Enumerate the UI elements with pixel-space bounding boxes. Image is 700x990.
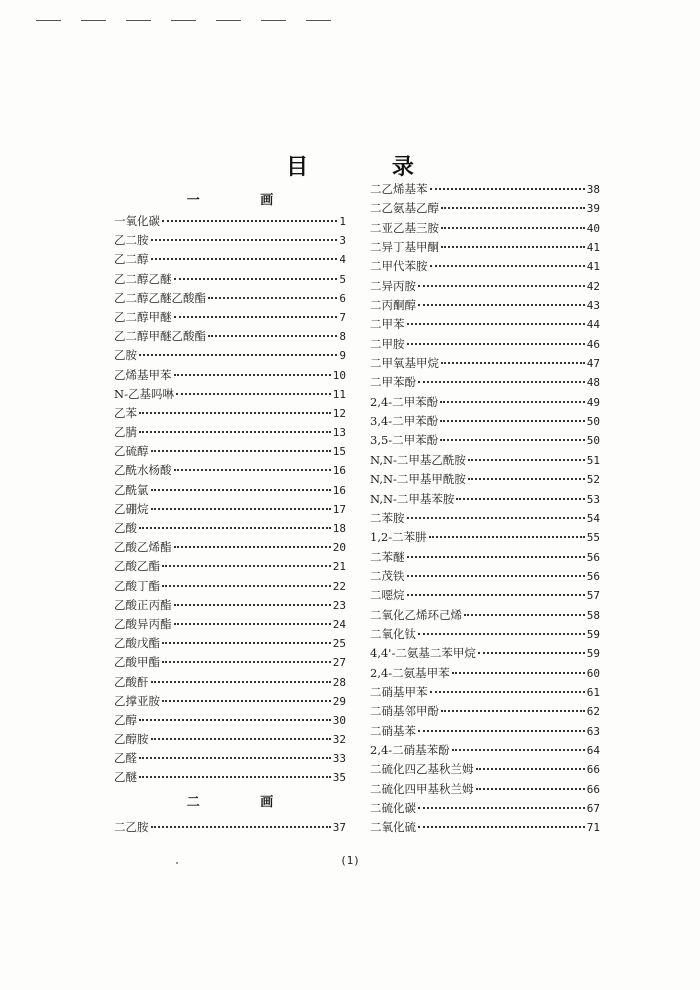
header-dash-rule <box>36 20 331 21</box>
dot-leader <box>174 277 338 280</box>
toc-list-one-stroke <box>114 212 346 788</box>
dot-leader <box>441 245 585 248</box>
toc-entry <box>370 799 600 818</box>
dot-leader <box>418 284 585 287</box>
toc-entry-page: 32 <box>332 733 346 747</box>
toc-entry-name: N,N-二甲基苯胺 <box>370 491 455 506</box>
toc-entry-name: 乙酸酐 <box>114 674 149 689</box>
toc-entry-page: 48 <box>586 376 600 390</box>
toc-entry-page: 50 <box>586 434 600 448</box>
dot-leader <box>139 411 331 414</box>
toc-entry <box>370 490 600 509</box>
toc-entry-name: 2,4-二甲苯酚 <box>370 394 439 409</box>
toc-entry-name: 2,4-二硝基苯酚 <box>370 742 450 757</box>
toc-entry-page: 66 <box>586 763 600 777</box>
dot-leader <box>441 226 585 229</box>
dot-leader <box>476 767 585 770</box>
toc-entry-page: 53 <box>586 492 600 506</box>
toc-entry <box>370 451 600 470</box>
dot-leader <box>464 613 585 616</box>
toc-left-column <box>114 190 346 837</box>
toc-entry-page: 56 <box>586 550 600 564</box>
dot-leader <box>456 497 584 500</box>
toc-entry <box>114 461 346 480</box>
dot-leader <box>418 825 585 828</box>
toc-entry-name: 二硫化碳 <box>370 801 416 815</box>
dot-leader <box>430 187 585 190</box>
dot-leader <box>441 206 585 209</box>
toc-entry-name: 二亚乙基三胺 <box>370 220 439 235</box>
toc-entry-page: 44 <box>586 318 600 332</box>
dot-leader <box>468 477 585 480</box>
dot-leader <box>176 392 331 395</box>
toc-entry-page: 18 <box>332 522 346 535</box>
toc-entry-page: 54 <box>586 511 600 525</box>
dot-leader <box>151 238 338 241</box>
toc-entry-page: 20 <box>332 541 346 555</box>
scan-speck <box>176 862 178 864</box>
toc-entry <box>370 780 600 799</box>
page-number: (1) <box>340 854 360 867</box>
toc-entry <box>114 423 346 442</box>
toc-entry-name: N-乙基吗啉 <box>114 386 174 401</box>
toc-entry-name: 二丙酮醇 <box>370 298 416 313</box>
toc-entry <box>114 711 346 730</box>
toc-entry-name: 二甲苯酚 <box>370 375 416 390</box>
toc-entry-name: 二氧化乙烯环己烯 <box>370 607 462 622</box>
dot-leader <box>174 468 331 471</box>
toc-entry-name: N,N-二甲基乙酰胺 <box>370 452 466 467</box>
toc-entry-page: 46 <box>586 337 600 351</box>
toc-entry <box>370 470 600 489</box>
toc-entry-page: 39 <box>586 202 600 216</box>
dot-leader <box>407 574 585 577</box>
toc-entry-page: 35 <box>332 771 346 785</box>
toc-entry <box>114 730 346 749</box>
toc-entry-page: 23 <box>332 598 346 612</box>
toc-entry-page: 51 <box>586 453 600 467</box>
dot-leader <box>407 593 585 596</box>
toc-entry-name: 二乙氨基乙醇 <box>370 201 439 216</box>
toc-entry-name: 乙硫醇 <box>114 444 149 459</box>
toc-entry-page: 59 <box>586 647 600 661</box>
toc-entry-name: 二噁烷 <box>370 588 405 603</box>
toc-entry <box>370 393 600 412</box>
dot-leader <box>418 729 585 732</box>
dot-leader <box>174 373 331 376</box>
toc-entry-page: 47 <box>586 357 600 371</box>
toc-entry-name: 乙二醇甲醚 <box>114 309 172 324</box>
toc-entry <box>370 818 600 837</box>
toc-entry-name: 二苯醚 <box>370 549 405 564</box>
toc-entry <box>114 538 346 557</box>
dot-leader <box>476 787 585 790</box>
toc-entry-page: 27 <box>332 656 346 670</box>
dot-leader <box>139 526 331 529</box>
toc-entry <box>114 270 346 289</box>
dot-leader <box>151 680 331 683</box>
toc-entry <box>370 180 600 199</box>
dot-leader <box>139 353 337 356</box>
toc-entry <box>114 500 346 519</box>
toc-entry-name: 乙醇胺 <box>114 732 149 747</box>
toc-entry <box>370 199 600 218</box>
toc-entry <box>114 634 346 653</box>
dot-leader <box>440 438 585 441</box>
toc-entry-page: 15 <box>332 445 346 459</box>
toc-entry-name: 乙酸异丙酯 <box>114 616 172 631</box>
dot-leader <box>468 458 585 461</box>
toc-entry <box>114 231 346 250</box>
toc-entry-page: 52 <box>586 473 600 487</box>
toc-entry <box>370 528 600 547</box>
toc-entry <box>114 442 346 461</box>
toc-entry-page: 66 <box>586 782 600 796</box>
toc-entry <box>370 722 600 741</box>
toc-entry <box>370 683 600 702</box>
toc-entry <box>370 315 600 334</box>
toc-entry-page: 3 <box>339 234 346 248</box>
dot-leader <box>162 564 331 567</box>
toc-entry <box>370 412 600 431</box>
dot-leader <box>208 296 337 299</box>
toc-entry-name: 乙醛 <box>114 751 137 766</box>
dot-leader <box>418 632 585 635</box>
toc-entry-page: 8 <box>339 330 346 344</box>
dot-leader <box>452 671 585 674</box>
toc-entry <box>114 596 346 615</box>
toc-entry-page: 42 <box>586 279 600 293</box>
toc-entry-name: 乙撑亚胺 <box>114 693 160 708</box>
toc-entry <box>114 818 346 837</box>
toc-entry-page: 37 <box>332 820 346 834</box>
toc-entry <box>370 702 600 721</box>
toc-entry <box>114 308 346 327</box>
toc-entry-name: 1,2-二苯肼 <box>370 530 427 545</box>
toc-entry-name: 二氧化钛 <box>370 626 416 641</box>
toc-entry-page: 13 <box>332 426 346 440</box>
toc-entry-page: 63 <box>586 724 600 738</box>
section-header-one-stroke: 一 画 <box>186 193 302 208</box>
toc-entry <box>370 606 600 625</box>
toc-entry <box>370 664 600 683</box>
toc-entry-name: 乙酸丁酯 <box>114 578 160 593</box>
toc-entry-page: 41 <box>586 241 600 255</box>
toc-entry-name: 二硝基甲苯 <box>370 684 428 699</box>
toc-entry-name: 二硝基苯 <box>370 723 416 738</box>
toc-entry-page: 59 <box>586 627 600 641</box>
toc-entry-page: 24 <box>332 617 346 631</box>
toc-entry <box>370 760 600 779</box>
toc-entry <box>114 481 346 500</box>
toc-entry-page: 21 <box>332 560 346 574</box>
toc-entry <box>114 692 346 711</box>
toc-entry-page: 12 <box>332 406 346 420</box>
dot-leader <box>174 315 338 318</box>
toc-entry-name: 3,5-二甲苯酚 <box>370 433 439 448</box>
dot-leader <box>139 718 331 721</box>
dot-leader <box>151 825 331 828</box>
toc-entry-page: 64 <box>586 743 600 757</box>
toc-entry-page: 22 <box>332 579 346 593</box>
toc-entry-name: 一氧化碳 <box>114 214 160 228</box>
toc-entry-page: 58 <box>586 608 600 622</box>
toc-entry-name: 乙硼烷 <box>114 501 149 516</box>
page-title: 目 录 <box>286 154 452 180</box>
toc-entry <box>114 768 346 787</box>
toc-entry-name: 乙烯基甲苯 <box>114 367 172 382</box>
toc-entry-page: 71 <box>586 821 600 835</box>
dot-leader <box>162 699 331 702</box>
toc-entry <box>370 741 600 760</box>
toc-entry <box>114 577 346 596</box>
toc-entry-page: 29 <box>332 694 346 708</box>
dot-leader <box>139 775 331 778</box>
toc-entry-name: 乙酸戊酯 <box>114 636 160 651</box>
toc-entry <box>114 404 346 423</box>
toc-entry <box>370 509 600 528</box>
toc-entry <box>114 749 346 768</box>
toc-entry-name: 乙腈 <box>114 425 137 440</box>
dot-leader <box>430 690 585 693</box>
toc-entry <box>114 366 346 385</box>
toc-entry-page: 67 <box>586 802 600 815</box>
dot-leader <box>407 322 585 325</box>
dot-leader <box>151 257 338 260</box>
dot-leader <box>208 334 337 337</box>
toc-entry-page: 11 <box>332 387 346 401</box>
toc-entry-page: 16 <box>332 464 346 478</box>
toc-right-column <box>370 180 600 838</box>
toc-entry <box>114 250 346 269</box>
toc-entry-name: 乙二醇甲醚乙酸酯 <box>114 329 206 344</box>
toc-entry-page: 16 <box>332 483 346 497</box>
toc-entry-page: 41 <box>586 260 600 274</box>
toc-entry-name: N,N-二甲基甲酰胺 <box>370 472 466 487</box>
toc-entry-name: 二乙胺 <box>114 819 149 834</box>
toc-entry <box>370 296 600 315</box>
dot-leader <box>139 430 331 433</box>
toc-entry-page: 56 <box>586 569 600 583</box>
toc-entry-name: 二异丙胺 <box>370 278 416 293</box>
toc-entry-name: 乙醚 <box>114 770 137 785</box>
toc-entry-name: 二茂铁 <box>370 568 405 583</box>
toc-entry-page: 1 <box>339 215 346 228</box>
toc-entry-name: 二硫化四甲基秋兰姆 <box>370 781 474 796</box>
dot-leader <box>151 507 331 510</box>
dot-leader <box>174 545 331 548</box>
dot-leader <box>407 342 585 345</box>
toc-entry-page: 38 <box>586 183 600 196</box>
toc-entry-page: 55 <box>586 531 600 545</box>
toc-entry-page: 57 <box>586 589 600 603</box>
dot-leader <box>452 748 585 751</box>
toc-entry-name: 二乙烯基苯 <box>370 182 428 196</box>
toc-entry-page: 49 <box>586 395 600 409</box>
toc-entry-name: 乙酸正丙酯 <box>114 597 172 612</box>
toc-entry-name: 乙酰氯 <box>114 482 149 497</box>
dot-leader <box>174 622 331 625</box>
dot-leader <box>418 303 585 306</box>
dot-leader <box>162 660 331 663</box>
toc-entry <box>114 327 346 346</box>
toc-entry-page: 30 <box>332 713 346 727</box>
toc-entry <box>370 431 600 450</box>
toc-entry-name: 乙醇 <box>114 712 137 727</box>
toc-entry <box>370 373 600 392</box>
dot-leader <box>162 219 337 222</box>
toc-list-two-stroke-continued <box>370 180 600 838</box>
dot-leader <box>441 361 585 364</box>
toc-entry-name: 3,4-二甲苯酚 <box>370 414 439 429</box>
dot-leader <box>440 419 585 422</box>
toc-entry <box>114 385 346 404</box>
toc-entry <box>114 615 346 634</box>
toc-entry-name: 乙酸 <box>114 521 137 535</box>
toc-entry <box>370 354 600 373</box>
dot-leader <box>478 651 585 654</box>
toc-entry <box>114 519 346 538</box>
dot-leader <box>162 641 331 644</box>
toc-entry-page: 25 <box>332 637 346 651</box>
toc-entry-page: 43 <box>586 299 600 313</box>
toc-entry-page: 5 <box>339 272 346 286</box>
toc-entry-page: 28 <box>332 675 346 689</box>
toc-entry-name: 二硫化四乙基秋兰姆 <box>370 762 474 777</box>
toc-entry <box>370 335 600 354</box>
toc-entry <box>114 346 346 365</box>
toc-entry-page: 60 <box>586 666 600 680</box>
toc-entry-page: 6 <box>339 291 346 305</box>
dot-leader <box>151 737 331 740</box>
toc-entry-name: 乙二胺 <box>114 233 149 248</box>
toc-entry-name: 乙酸乙酯 <box>114 559 160 574</box>
dot-leader <box>151 449 331 452</box>
toc-entry <box>370 548 600 567</box>
toc-entry <box>370 644 600 663</box>
toc-entry <box>114 289 346 308</box>
toc-entry-name: 乙酸甲酯 <box>114 655 160 670</box>
toc-entry-page: 17 <box>332 502 346 516</box>
toc-entry-name: 乙二醇乙醚乙酸酯 <box>114 290 206 305</box>
toc-entry <box>370 625 600 644</box>
toc-entry-page: 10 <box>332 368 346 382</box>
toc-entry-page: 61 <box>586 685 600 699</box>
toc-entry-name: 二苯胺 <box>370 510 405 525</box>
toc-entry <box>370 257 600 276</box>
toc-entry-page: 9 <box>339 349 346 363</box>
toc-entry <box>370 277 600 296</box>
toc-entry-name: 2,4-二氨基甲苯 <box>370 665 450 680</box>
toc-entry <box>370 219 600 238</box>
toc-entry-name: 二甲氧基甲烷 <box>370 356 439 371</box>
toc-entry-page: 40 <box>586 221 600 235</box>
dot-leader <box>407 516 585 519</box>
toc-entry-page: 62 <box>586 705 600 719</box>
toc-entry-name: 乙二醇 <box>114 252 149 267</box>
dot-leader <box>174 603 331 606</box>
toc-entry <box>114 673 346 692</box>
toc-entry-name: 二甲代苯胺 <box>370 259 428 274</box>
toc-entry <box>114 212 346 231</box>
toc-entry-page: 4 <box>339 253 346 267</box>
toc-entry-name: 二甲苯 <box>370 317 405 332</box>
dot-leader <box>139 756 331 759</box>
toc-entry-name: 乙酸乙烯酯 <box>114 540 172 555</box>
toc-entry <box>370 586 600 605</box>
toc-entry-name: 乙苯 <box>114 405 137 420</box>
toc-entry-name: 乙二醇乙醚 <box>114 271 172 286</box>
dot-leader <box>162 584 331 587</box>
dot-leader <box>440 400 585 403</box>
toc-entry-name: 二甲胺 <box>370 336 405 351</box>
toc-entry-name: 4,4'-二氨基二苯甲烷 <box>370 646 476 661</box>
dot-leader <box>418 806 585 809</box>
toc-entry-name: 二氧化硫 <box>370 820 416 835</box>
dot-leader <box>430 264 585 267</box>
dot-leader <box>441 709 585 712</box>
dot-leader <box>407 555 585 558</box>
toc-entry-name: 二硝基邻甲酚 <box>370 704 439 719</box>
toc-entry <box>370 567 600 586</box>
section-header-two-stroke: 二 画 <box>186 794 302 810</box>
dot-leader <box>151 488 331 491</box>
toc-entry-page: 50 <box>586 415 600 429</box>
toc-entry-page: 7 <box>339 310 346 324</box>
toc-entry-name: 二异丁基甲酮 <box>370 240 439 255</box>
toc-entry <box>114 557 346 576</box>
toc-entry <box>114 653 346 672</box>
dot-leader <box>418 380 585 383</box>
toc-entry-name: 乙酰水杨酸 <box>114 463 172 478</box>
toc-list-two-stroke-start <box>114 818 346 837</box>
toc-entry <box>370 238 600 257</box>
toc-entry-name: 乙胺 <box>114 348 137 363</box>
dot-leader <box>429 535 585 538</box>
toc-entry-page: 33 <box>332 752 346 766</box>
